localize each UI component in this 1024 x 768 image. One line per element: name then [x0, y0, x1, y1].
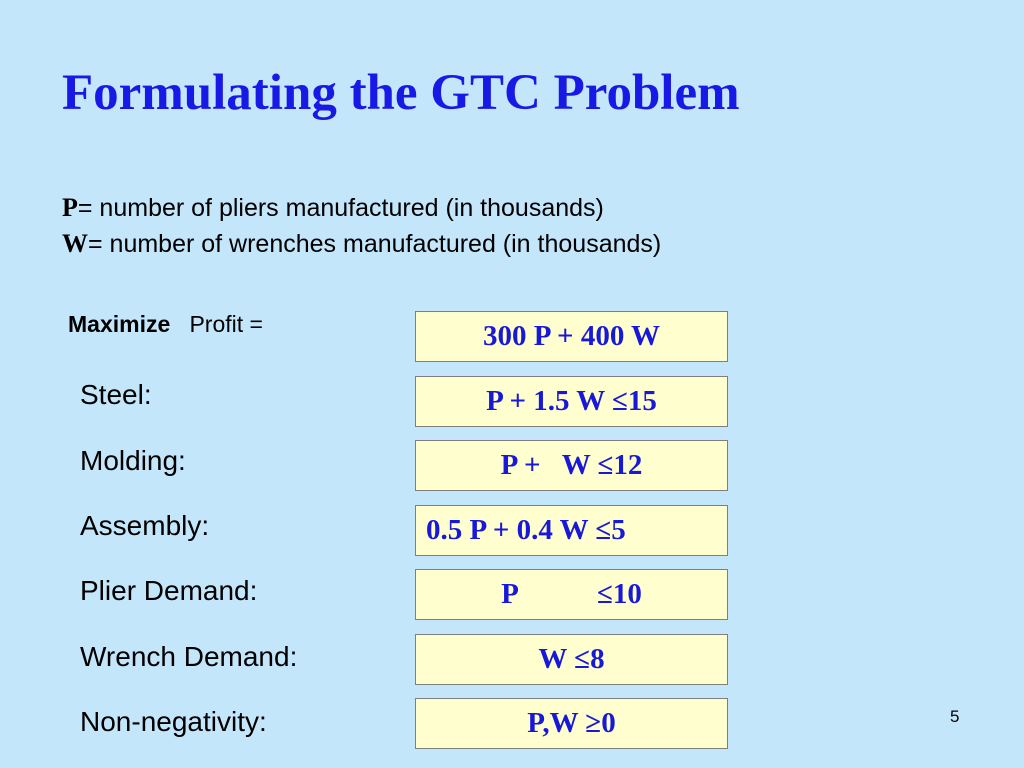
constraint-label-non-negativity: Non-negativity:: [80, 706, 267, 737]
constraint-box-steel: P + 1.5 W ≤15: [415, 376, 728, 427]
objective-profit-label: Profit =: [189, 311, 263, 337]
objective-label: [68, 311, 263, 338]
constraint-label-molding: Molding:: [80, 445, 186, 476]
slide-title: Formulating the GTC Problem: [62, 65, 740, 121]
constraint-box-assembly: 0.5 P + 0.4 W ≤5: [415, 505, 728, 556]
constraint-label-assembly: Assembly:: [80, 510, 210, 541]
definition-text: = number of pliers manufactured (in thousands): [77, 194, 604, 222]
page-number: 5: [950, 707, 960, 726]
objective-keyword: Maximize: [68, 311, 171, 337]
constraint-box-molding: P + W ≤12: [415, 440, 728, 491]
constraint-label-plier-demand: Plier Demand:: [80, 575, 258, 606]
definition-w: [62, 229, 661, 259]
objective-expression-box: 300 P + 400 W: [415, 311, 728, 362]
constraint-box-plier-demand: P ≤10: [415, 569, 728, 620]
definition-variable: P: [62, 193, 78, 222]
constraint-label-wrench-demand: Wrench Demand:: [80, 641, 298, 672]
constraint-label-steel: Steel:: [80, 379, 152, 410]
constraint-box-non-negativity: P,W ≥0: [415, 698, 728, 749]
definition-variable: W: [62, 229, 88, 258]
definition-p: [62, 193, 604, 223]
definition-text: = number of wrenches manufactured (in thousands): [88, 230, 662, 258]
constraint-box-wrench-demand: W ≤8: [415, 634, 728, 685]
